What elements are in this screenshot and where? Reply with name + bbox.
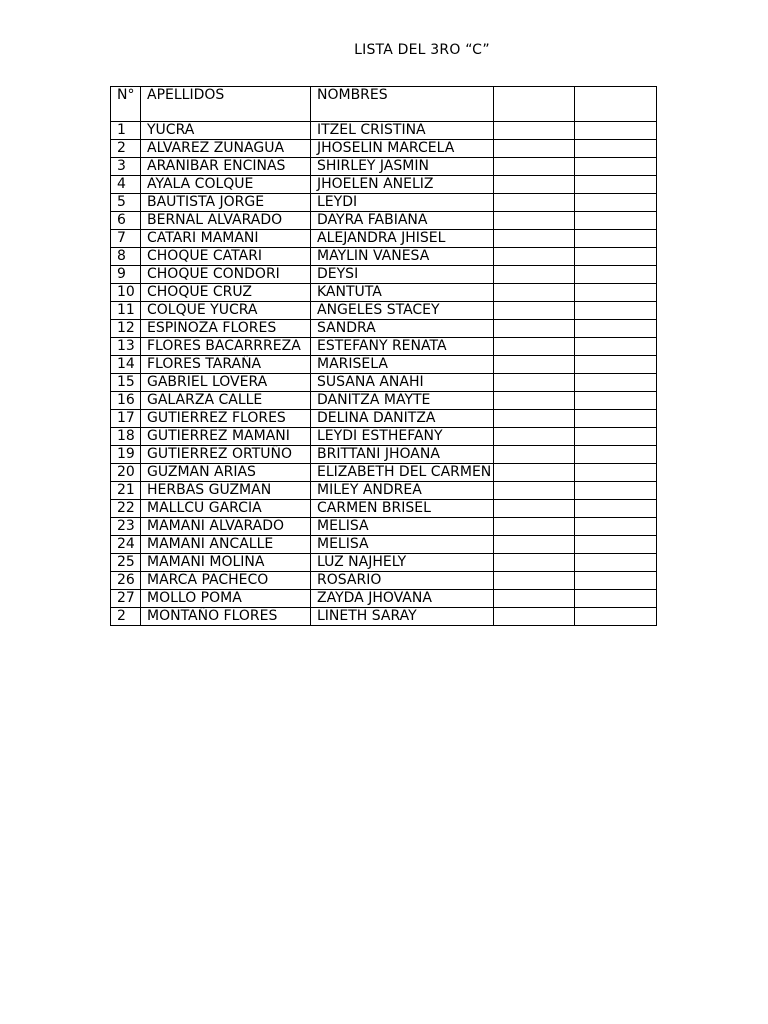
row-names-cell: SUSANA ANAHI [311,374,494,392]
table-row [111,482,657,500]
row-extra-2-cell [575,446,657,464]
header-extra-1 [494,87,575,122]
row-number-cell: 4 [111,176,141,194]
row-extra-1-cell [494,554,575,572]
table-row [111,554,657,572]
table-row [111,140,657,158]
row-extra-2-cell [575,518,657,536]
row-names-cell: JHOSELIN MARCELA [311,140,494,158]
row-extra-1-cell [494,590,575,608]
row-extra-2-cell [575,464,657,482]
row-surnames-cell: FLORES BACARRREZA [141,338,311,356]
student-list-table [110,86,657,626]
row-number-cell: 26 [111,572,141,590]
row-extra-2-cell [575,140,657,158]
row-extra-2-cell [575,248,657,266]
table-row [111,590,657,608]
row-extra-2-cell [575,194,657,212]
row-surnames-cell: GUZMAN ARIAS [141,464,311,482]
row-names-cell: ROSARIO [311,572,494,590]
row-names-cell: LEYDI [311,194,494,212]
row-surnames-cell: BAUTISTA JORGE [141,194,311,212]
row-extra-1-cell [494,194,575,212]
table-row [111,158,657,176]
row-surnames-cell: GUTIERREZ FLORES [141,410,311,428]
row-names-cell: LINETH SARAY [311,608,494,626]
row-number-cell: 22 [111,500,141,518]
row-surnames-cell: CHOQUE CONDORI [141,266,311,284]
row-extra-1-cell [494,230,575,248]
table-header-row [111,87,657,122]
row-surnames-cell: MAMANI MOLINA [141,554,311,572]
row-extra-2-cell [575,428,657,446]
row-names-cell: DEYSI [311,266,494,284]
row-names-cell: LEYDI ESTHEFANY [311,428,494,446]
row-extra-2-cell [575,158,657,176]
row-number-cell: 13 [111,338,141,356]
row-extra-2-cell [575,338,657,356]
row-names-cell: MELISA [311,536,494,554]
row-number-cell: 18 [111,428,141,446]
row-number-cell: 2 [111,608,141,626]
table-row [111,302,657,320]
row-extra-1-cell [494,482,575,500]
header-surnames: APELLIDOS [141,87,311,122]
row-number-cell: 6 [111,212,141,230]
table-row [111,536,657,554]
page-title: LISTA DEL 3RO “C” [354,42,490,58]
row-extra-2-cell [575,410,657,428]
row-surnames-cell: YUCRA [141,122,311,140]
row-surnames-cell: GALARZA CALLE [141,392,311,410]
row-extra-1-cell [494,176,575,194]
row-surnames-cell: MAMANI ALVARADO [141,518,311,536]
row-surnames-cell: AYALA COLQUE [141,176,311,194]
row-extra-1-cell [494,140,575,158]
row-extra-1-cell [494,410,575,428]
row-surnames-cell: MONTAÑO FLORES [141,608,311,626]
table-row [111,464,657,482]
row-extra-2-cell [575,392,657,410]
row-extra-2-cell [575,176,657,194]
row-extra-2-cell [575,356,657,374]
row-number-cell: 21 [111,482,141,500]
row-number-cell: 1 [111,122,141,140]
row-number-cell: 5 [111,194,141,212]
row-surnames-cell: MAMANI ANCALLE [141,536,311,554]
row-extra-1-cell [494,500,575,518]
table-row [111,446,657,464]
row-number-cell: 11 [111,302,141,320]
row-extra-1-cell [494,320,575,338]
row-names-cell: CARMEN BRISEL [311,500,494,518]
row-extra-1-cell [494,284,575,302]
row-surnames-cell: GABRIEL LOVERA [141,374,311,392]
table-row [111,320,657,338]
row-names-cell: ELIZABETH DEL CARMEN [311,464,494,482]
row-extra-2-cell [575,554,657,572]
row-extra-1-cell [494,266,575,284]
row-extra-2-cell [575,536,657,554]
row-number-cell: 14 [111,356,141,374]
row-names-cell: BRITTANI JHOANA [311,446,494,464]
table-row [111,230,657,248]
row-extra-1-cell [494,212,575,230]
row-names-cell: DAYRA FABIANA [311,212,494,230]
row-extra-1-cell [494,248,575,266]
table-row [111,374,657,392]
table-row [111,176,657,194]
row-extra-2-cell [575,266,657,284]
table-row [111,248,657,266]
row-names-cell: ESTEFANY RENATA [311,338,494,356]
table-row [111,284,657,302]
row-number-cell: 16 [111,392,141,410]
row-extra-2-cell [575,212,657,230]
row-number-cell: 8 [111,248,141,266]
row-names-cell: MARISELA [311,356,494,374]
row-names-cell: JHOELEN ANELIZ [311,176,494,194]
row-surnames-cell: ESPINOZA FLORES [141,320,311,338]
table-row [111,518,657,536]
row-number-cell: 17 [111,410,141,428]
row-surnames-cell: MARCA PACHECO [141,572,311,590]
row-names-cell: LUZ NAJHELY [311,554,494,572]
row-extra-1-cell [494,338,575,356]
table-row [111,500,657,518]
row-names-cell: ANGELES STACEY [311,302,494,320]
row-number-cell: 3 [111,158,141,176]
row-surnames-cell: CHOQUE CATARI [141,248,311,266]
row-extra-2-cell [575,500,657,518]
row-extra-1-cell [494,572,575,590]
row-extra-1-cell [494,464,575,482]
table-row [111,410,657,428]
row-extra-2-cell [575,608,657,626]
row-extra-1-cell [494,608,575,626]
row-names-cell: ITZEL CRISTINA [311,122,494,140]
row-surnames-cell: FLORES TARAÑA [141,356,311,374]
row-extra-1-cell [494,518,575,536]
table-row [111,266,657,284]
row-surnames-cell: COLQUE YUCRA [141,302,311,320]
row-extra-1-cell [494,446,575,464]
row-extra-2-cell [575,482,657,500]
row-names-cell: SANDRA [311,320,494,338]
table-row [111,392,657,410]
row-number-cell: 25 [111,554,141,572]
row-extra-2-cell [575,122,657,140]
row-names-cell: ZAYDA JHOVANA [311,590,494,608]
row-number-cell: 19 [111,446,141,464]
row-extra-1-cell [494,356,575,374]
row-surnames-cell: BERNAL ALVARADO [141,212,311,230]
row-number-cell: 2 [111,140,141,158]
row-number-cell: 12 [111,320,141,338]
row-surnames-cell: GUTIERREZ MAMANI [141,428,311,446]
row-extra-1-cell [494,374,575,392]
row-surnames-cell: CHOQUE CRUZ [141,284,311,302]
row-surnames-cell: HERBAS GUZMAN [141,482,311,500]
table-row [111,212,657,230]
header-names: NOMBRES [311,87,494,122]
row-names-cell: MELISA [311,518,494,536]
table-row [111,608,657,626]
row-names-cell: ALEJANDRA JHISEL [311,230,494,248]
row-extra-2-cell [575,230,657,248]
row-names-cell: DELINA DANITZA [311,410,494,428]
row-number-cell: 9 [111,266,141,284]
row-names-cell: KANTUTA [311,284,494,302]
table-row [111,572,657,590]
row-surnames-cell: MALLCU GARCIA [141,500,311,518]
row-number-cell: 23 [111,518,141,536]
row-extra-1-cell [494,392,575,410]
row-extra-2-cell [575,284,657,302]
row-number-cell: 24 [111,536,141,554]
row-extra-2-cell [575,302,657,320]
table-row [111,122,657,140]
row-names-cell: MILEY ANDREA [311,482,494,500]
table-body [111,122,657,626]
table-row [111,356,657,374]
row-extra-1-cell [494,158,575,176]
header-extra-2 [575,87,657,122]
header-number: N° [111,87,141,122]
row-surnames-cell: ALVAREZ ZUNAGUA [141,140,311,158]
row-extra-1-cell [494,536,575,554]
row-surnames-cell: MOLLO POMA [141,590,311,608]
row-extra-2-cell [575,320,657,338]
row-extra-1-cell [494,302,575,320]
row-extra-1-cell [494,122,575,140]
row-names-cell: SHIRLEY JASMIN [311,158,494,176]
row-extra-2-cell [575,374,657,392]
row-extra-1-cell [494,428,575,446]
row-extra-2-cell [575,572,657,590]
row-number-cell: 15 [111,374,141,392]
row-names-cell: MAYLIN VANESA [311,248,494,266]
row-surnames-cell: CATARI MAMANI [141,230,311,248]
row-number-cell: 27 [111,590,141,608]
table-row [111,194,657,212]
row-number-cell: 7 [111,230,141,248]
row-surnames-cell: ARANIBAR ENCINAS [141,158,311,176]
row-surnames-cell: GUTIERREZ ORTUÑO [141,446,311,464]
table-row [111,428,657,446]
row-names-cell: DANITZA MAYTE [311,392,494,410]
row-number-cell: 10 [111,284,141,302]
table-row [111,338,657,356]
row-extra-2-cell [575,590,657,608]
row-number-cell: 20 [111,464,141,482]
